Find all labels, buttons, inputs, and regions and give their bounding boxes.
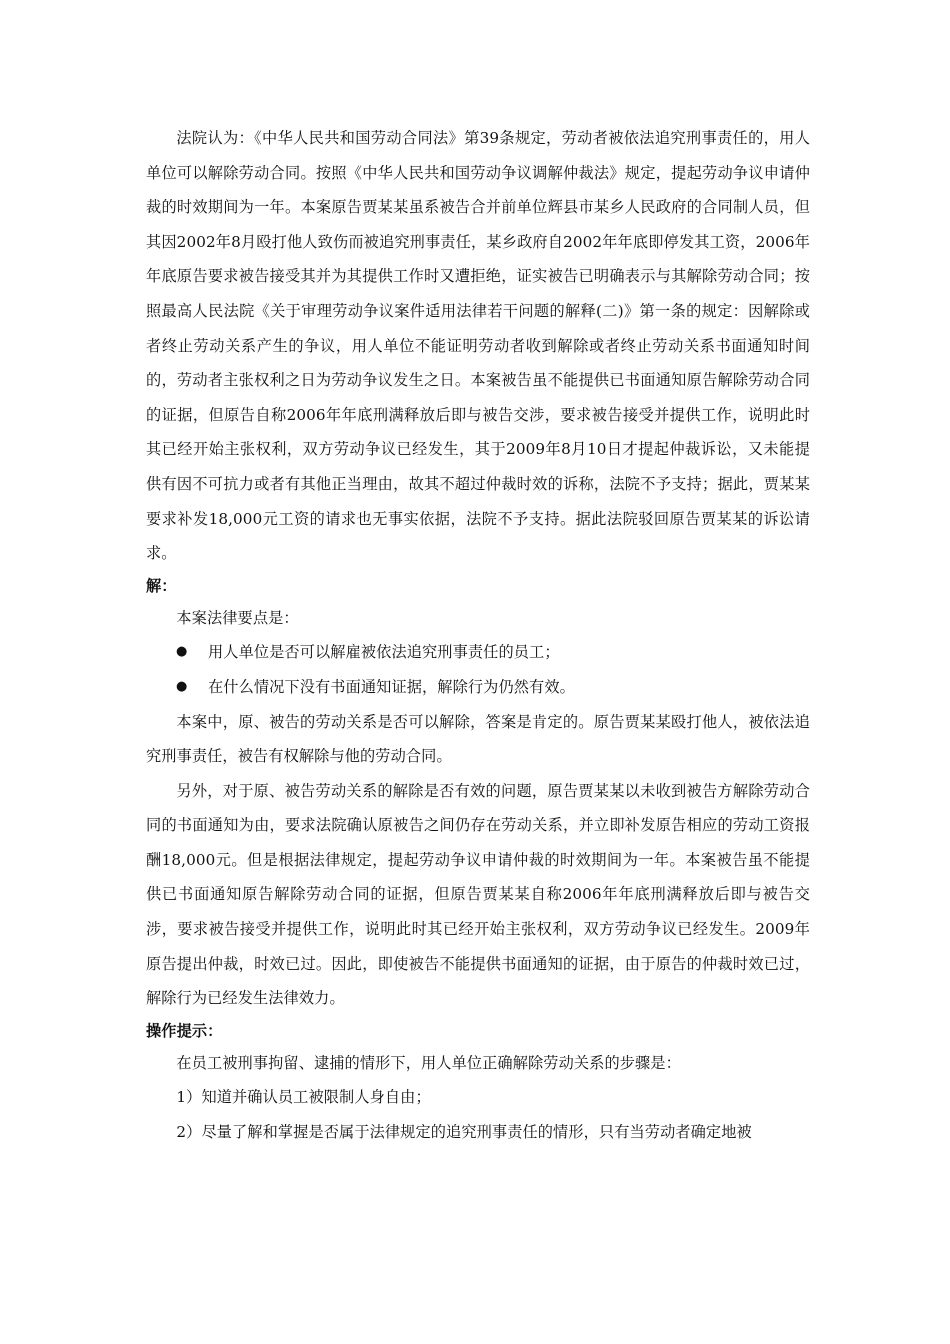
- bullet-dot-icon: ●: [176, 644, 188, 660]
- bullet-item: [146, 670, 810, 705]
- analysis-paragraph-1: 本案中，原、被告的劳动关系是否可以解除，答案是肯定的。原告贾某某殴打他人，被依法追究刑事责任，被告有权解除与他的劳动合同。: [146, 712, 810, 766]
- bullet-dot-icon: ●: [176, 678, 188, 694]
- tips-step-2: 2）尽量了解和掌握是否属于法律规定的追究刑事责任的情形，只有当劳动者确定地被: [176, 1123, 752, 1142]
- bullet-item: [146, 635, 810, 670]
- analysis-paragraph-2: 另外，对于原、被告劳动关系的解除是否有效的问题，原告贾某某以未收到被告方解除劳动合同的书面通知为由，要求法院确认原被告之间仍存在劳动关系，并立即补发原告相应的劳动工资报酬18,000元。但是根据法律规定，提起劳动争议申请仲裁的时效期间为一年。本案被告虽不能提供已书面通知原告解除劳动合同的证据，但原告贾某某自称2006年年底刑满释放后即与被告交涉，要求被告接受并提供工作，说明此时其已经开始主张权利，双方劳动争议已经发生。2009年原告提出仲裁，时效已过。因此，即使被告不能提供书面通知的证据，由于原告的仲裁时效已过，解除行为已经发生法律效力。: [146, 781, 810, 1008]
- tips-intro: 在员工被刑事拘留、逮捕的情形下，用人单位正确解除劳动关系的步骤是：: [176, 1053, 681, 1072]
- analysis-intro: 本案法律要点是：: [176, 608, 299, 627]
- court-opinion-paragraph: 法院认为：《中华人民共和国劳动合同法》第39条规定，劳动者被依法追究刑事责任的，用人单位可以解除劳动合同。按照《中华人民共和国劳动争议调解仲裁法》规定，提起劳动争议申请仲裁的时效期间为一年。本案原告贾某某虽系被告合并前单位辉县市某乡人民政府的合同制人员，但其因2002年8月殴打他人致伤而被追究刑事责任，某乡政府自2002年年底即停发其工资，2006年年底原告要求被告接受其并为其提供工作时又遭拒绝，证实被告已明确表示与其解除劳动合同；按照最高人民法院《关于审理劳动争议案件适用法律若干问题的解释(二)》第一条的规定：因解除或者终止劳动关系产生的争议，用人单位不能证明劳动者收到解除或者终止劳动关系书面通知时间的，劳动者主张权利之日为劳动争议发生之日。本案被告虽不能提供已书面通知原告解除劳动合同的证据，但原告自称2006年年底刑满释放后即与被告交涉，要求被告接受并提供工作，说明此时其已经开始主张权利，双方劳动争议已经发生，其于2009年8月10日才提起仲裁诉讼，又未能提供有因不可抗力或者有其他正当理由，故其不超过仲裁时效的诉称，法院不予支持；据此，贾某某要求补发18,000元工资的请求也无事实依据，法院不予支持。据此法院驳回原告贾某某的诉讼请求。: [146, 129, 810, 563]
- document-body: [146, 121, 810, 1150]
- analysis-heading: 解：: [146, 576, 177, 595]
- bullet-text: 在什么情况下没有书面通知证据，解除行为仍然有效。: [208, 677, 575, 696]
- tips-step-1: 1）知道并确认员工被限制人身自由；: [176, 1088, 431, 1107]
- bullet-text: 用人单位是否可以解雇被依法追究刑事责任的员工；: [208, 643, 560, 662]
- tips-heading: 操作提示：: [146, 1021, 223, 1040]
